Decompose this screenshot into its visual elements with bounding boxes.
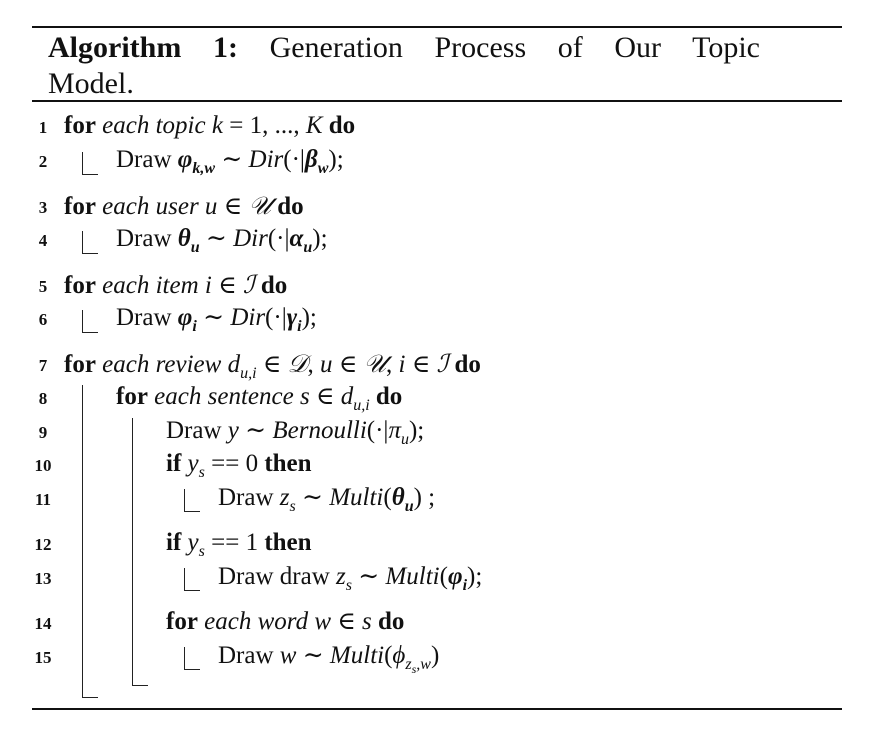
block-bracket-8-end: [132, 685, 148, 686]
line-code: Draw $\varphi_i$ ∼ $Dir(\cdot|\gamma_i)$;: [116, 304, 317, 335]
algorithm-line-10: [0, 448, 872, 482]
block-bracket-3-end: [82, 253, 98, 254]
algorithm-line-6: [0, 302, 872, 336]
keyword-do: do: [375, 383, 403, 410]
line-code: Draw draw $z_s$ ∼ $Multi(\varphi_i)$;: [218, 563, 483, 594]
algorithm-line-13: [0, 561, 872, 595]
keyword-then: then: [264, 450, 312, 477]
loop-text: each user: [102, 193, 199, 220]
line-code: if $y_s == 1$ then: [166, 529, 312, 560]
line-number: 8: [38, 389, 48, 408]
bottom-rule: [32, 708, 842, 710]
keyword-for: for: [166, 608, 198, 635]
line-code: for each user u ∈ 𝒰 do: [64, 191, 304, 220]
block-bracket-10-end: [184, 511, 200, 512]
keyword-do: do: [328, 112, 356, 139]
line-code: for each sentence s ∈ $d_{u,i}$ do: [116, 383, 403, 414]
algorithm-title: Generation Process of Our Topic Model.: [48, 31, 760, 100]
statement-text: Draw: [116, 146, 172, 173]
line-number: 2: [38, 152, 48, 171]
keyword-for: for: [64, 193, 96, 220]
line-code: for each review $d_{u,i}$ ∈ 𝒟, u ∈ 𝒰, i ∈ ℐ do: [64, 349, 481, 382]
line-code: for each word w ∈ s do: [166, 608, 405, 635]
block-bracket-3: [82, 231, 83, 253]
algorithm-line-1: [0, 110, 872, 144]
line-code: Draw $\theta_u$ ∼ $Dir(\cdot|\alpha_u)$;: [116, 225, 328, 256]
block-bracket-14-end: [184, 669, 200, 670]
keyword-for: for: [116, 383, 148, 410]
block-bracket-5-end: [82, 332, 98, 333]
block-bracket-10: [184, 489, 185, 511]
keyword-do: do: [454, 351, 481, 378]
line-number: 5: [38, 277, 48, 296]
line-number: 13: [34, 569, 52, 588]
line-number: 1: [38, 118, 48, 137]
keyword-do: do: [277, 193, 304, 220]
top-rule: [32, 26, 842, 28]
line-number: 12: [34, 535, 52, 554]
algorithm-line-12: [0, 527, 872, 561]
line-code: for each item i ∈ ℐ do: [64, 270, 288, 299]
algorithm-line-7: [0, 348, 872, 382]
line-code: Draw y ∼ $Bernoulli(\cdot|\pi_u)$;: [166, 417, 425, 448]
loop-text: each sentence: [154, 383, 294, 410]
line-number: 14: [34, 614, 52, 633]
loop-text: each item: [102, 272, 199, 299]
algorithm-line-5: [0, 269, 872, 303]
algorithm-line-14: [0, 606, 872, 640]
algorithm-line-11: [0, 482, 872, 516]
line-code: Draw w ∼ $Multi(\phi_{z_s,w})$: [218, 642, 440, 676]
line-number: 11: [34, 490, 52, 509]
line-number: 3: [38, 198, 48, 217]
line-number: 9: [38, 423, 48, 442]
statement-text: Draw: [116, 225, 172, 252]
block-bracket-14: [184, 647, 185, 669]
keyword-for: for: [64, 351, 96, 378]
line-number: 15: [34, 648, 52, 667]
algorithm-line-15: [0, 640, 872, 674]
line-code: Draw $\varphi_{k,w}$ ∼ $Dir(\cdot|\beta_w)$;: [116, 146, 344, 177]
block-bracket-12: [184, 568, 185, 590]
loop-text: each review: [102, 351, 222, 378]
keyword-for: for: [64, 272, 96, 299]
block-bracket-12-end: [184, 590, 200, 591]
keyword-then: then: [264, 529, 312, 556]
block-bracket-1: [82, 152, 83, 174]
algorithm-line-9: [0, 415, 872, 449]
loop-text: each topic: [102, 112, 206, 139]
line-code: for each topic k = 1, ..., K do: [64, 112, 356, 139]
line-number: 10: [34, 456, 52, 475]
algorithm-line-3: [0, 190, 872, 224]
caption-rule: [32, 100, 842, 102]
block-bracket-1-end: [82, 174, 98, 175]
algorithm-line-4: [0, 223, 872, 257]
line-number: 4: [38, 231, 48, 250]
statement-text: Draw draw: [218, 563, 330, 590]
keyword-if: if: [166, 529, 182, 556]
algorithm-line-2: [0, 144, 872, 178]
algorithm-label: Algorithm 1:: [48, 31, 238, 64]
block-bracket-7: [82, 385, 83, 697]
loop-text: each word: [204, 608, 309, 635]
block-bracket-7-end: [82, 697, 98, 698]
keyword-do: do: [260, 272, 288, 299]
keyword-do: do: [378, 608, 405, 635]
line-number: 7: [38, 356, 48, 375]
keyword-if: if: [166, 450, 182, 477]
line-code: Draw $z_s$ ∼ $Multi(\theta_u)$ ;: [218, 484, 436, 515]
statement-text: Draw: [166, 417, 222, 444]
line-code: if $y_s == 0$ then: [166, 450, 312, 481]
algorithm-line-8: [0, 381, 872, 415]
block-bracket-5: [82, 310, 83, 332]
block-bracket-8: [132, 418, 133, 685]
keyword-for: for: [64, 112, 96, 139]
statement-text: Draw: [218, 484, 274, 511]
statement-text: Draw: [218, 642, 274, 669]
statement-text: Draw: [116, 304, 172, 331]
algorithm-caption: [48, 30, 760, 102]
line-number: 6: [38, 310, 48, 329]
